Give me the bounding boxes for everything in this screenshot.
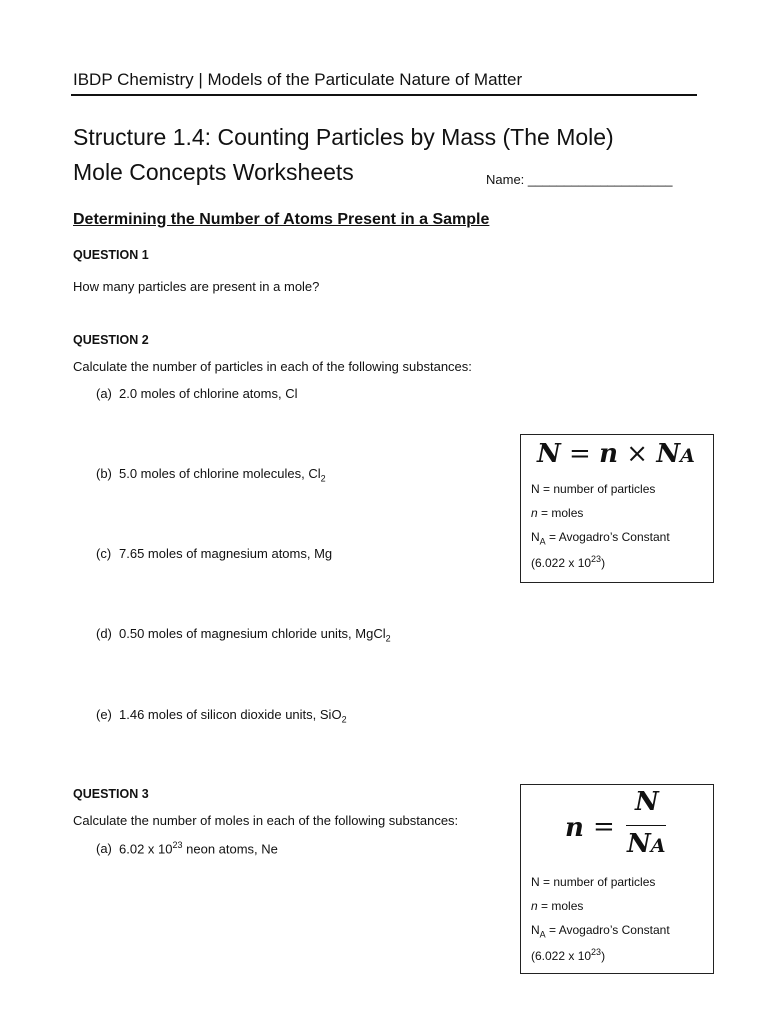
formula-den-sub: A (650, 835, 666, 857)
page-subtitle: Mole Concepts Worksheets (73, 159, 354, 185)
question-3-item-a (96, 840, 278, 856)
question-2-item-d (96, 626, 391, 644)
legend-const-suffix: ) (601, 949, 606, 963)
legend-n (531, 899, 583, 913)
item-superscript: 23 (172, 840, 183, 850)
question-3-label: QUESTION 3 (73, 787, 149, 801)
item-label: (e) (96, 707, 112, 722)
item-text: 7.65 moles of magnesium atoms, Mg (119, 546, 333, 561)
item-text-suffix: neon atoms, Ne (182, 841, 278, 857)
item-text: 1.46 moles of silicon dioxide units, SiO (119, 707, 342, 722)
question-3-text: Calculate the number of moles in each of the following substances: (73, 813, 459, 828)
question-2-item-b (96, 466, 326, 484)
formula-box-particles (520, 434, 714, 583)
legend-constant (531, 947, 605, 963)
legend-NA-sub: A (539, 536, 546, 547)
legend-n (531, 506, 583, 520)
formula-symbol-N: N (537, 439, 561, 469)
item-label: (b) (96, 466, 112, 481)
header-divider (71, 94, 697, 96)
name-field[interactable]: Name: ____________________ (486, 172, 673, 187)
running-head: IBDP Chemistry | Models of the Particulate Nature of Matter (73, 70, 523, 89)
page-title: Structure 1.4: Counting Particles by Mass (The Mole) (73, 124, 614, 150)
section-heading: Determining the Number of Atoms Present in a Sample (73, 211, 490, 228)
legend-const-suffix: ) (601, 556, 606, 570)
item-label: (a) (96, 841, 112, 857)
item-label: (c) (96, 546, 112, 561)
legend-constant (531, 554, 605, 570)
legend-NA (531, 530, 670, 546)
item-subscript: 2 (385, 633, 391, 644)
formula-numerator: N (635, 787, 659, 817)
legend-NA-text: = Avogadro’s Constant (545, 923, 670, 937)
item-text: 0.50 moles of magnesium chloride units, MgCl (119, 626, 386, 641)
formula-den-symbol: N (627, 829, 651, 859)
formula-symbol-NA-sub: A (680, 445, 695, 467)
fraction-bar (626, 825, 666, 826)
legend-NA (531, 923, 670, 939)
formula-particles (537, 439, 695, 469)
legend-n-text: = moles (537, 506, 584, 520)
question-2-item-c (96, 546, 332, 561)
item-label: (d) (96, 626, 112, 641)
formula-times: × (626, 439, 649, 469)
formula-symbol-NA: N (656, 439, 681, 469)
legend-n-text: = moles (537, 899, 584, 913)
question-1-label: QUESTION 1 (73, 248, 149, 262)
legend-NA-sub: A (539, 929, 546, 940)
formula-denominator (627, 829, 666, 859)
legend-const-sup: 23 (591, 554, 602, 564)
item-subscript: 2 (320, 473, 326, 484)
legend-const-prefix: (6.022 x 10 (531, 556, 592, 570)
formula-equals: = (593, 812, 615, 842)
question-1-text: How many particles are present in a mole? (73, 279, 320, 294)
legend-N: N = number of particles (531, 875, 656, 889)
item-label: (a) (96, 386, 112, 401)
item-subscript: 2 (341, 714, 347, 725)
question-2-label: QUESTION 2 (73, 333, 149, 347)
question-2-item-e (96, 707, 347, 725)
item-text: 2.0 moles of chlorine atoms, Cl (119, 386, 298, 401)
formula-box-moles (520, 784, 714, 974)
formula-equals: = (569, 439, 591, 469)
legend-const-prefix: (6.022 x 10 (531, 949, 592, 963)
legend-NA-symbol: N (531, 530, 540, 544)
legend-const-sup: 23 (591, 947, 602, 957)
formula-symbol-n: n (599, 439, 618, 469)
legend-n-symbol: n (531, 506, 538, 520)
legend-NA-text: = Avogadro’s Constant (545, 530, 670, 544)
legend-NA-symbol: N (531, 923, 540, 937)
legend-n-symbol: n (531, 899, 538, 913)
legend-N: N = number of particles (531, 482, 656, 496)
item-text-prefix: 6.02 x 10 (119, 841, 173, 857)
formula-symbol-n: n (565, 813, 584, 843)
item-text: 5.0 moles of chlorine molecules, Cl (119, 466, 321, 481)
question-2-item-a (96, 386, 297, 401)
question-2-text: Calculate the number of particles in each of the following substances: (73, 359, 472, 374)
